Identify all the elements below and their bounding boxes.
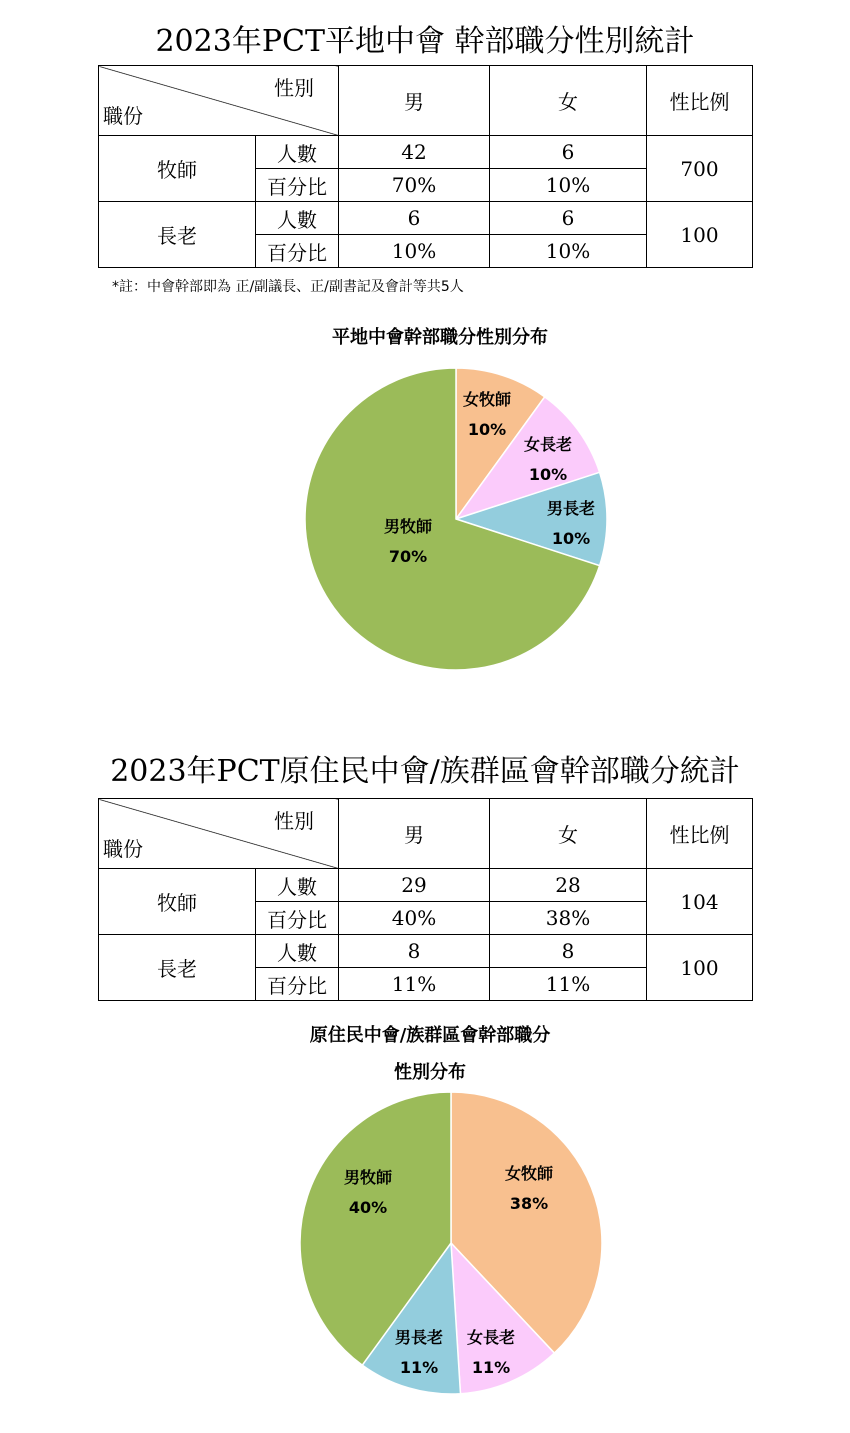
elder-male-count: 8: [339, 935, 490, 968]
count-label: 人數: [256, 136, 339, 169]
percent-label: 百分比: [256, 169, 339, 202]
elder-male-pct: 11%: [339, 968, 490, 1001]
count-label: 人數: [256, 202, 339, 235]
pastor-male-count: 42: [339, 136, 490, 169]
role-header: 職份: [103, 104, 143, 128]
slice-percent: 38%: [509, 1194, 549, 1213]
pastor-male-pct: 70%: [339, 169, 490, 202]
pie-chart-1: [0, 360, 850, 680]
slice-label: 女長老: [466, 1328, 516, 1347]
pie-chart-2: [0, 1085, 850, 1400]
diagonal-header-cell: [99, 66, 339, 136]
section2-title: 2023年PCT原住民中會/族群區會幹部職分統計: [110, 754, 740, 789]
section1-title: 2023年PCT平地中會 幹部職分性別統計: [155, 24, 695, 59]
slice-label: 男長老: [394, 1328, 444, 1347]
pastor-female-count: 6: [490, 136, 647, 169]
pie2-title-line2: 性別分布: [394, 1062, 466, 1083]
elder-male-count: 6: [339, 202, 490, 235]
slice-percent: 11%: [399, 1358, 439, 1377]
male-header: 男: [339, 799, 490, 869]
role-elder: 長老: [99, 202, 256, 268]
pastor-ratio: 104: [647, 869, 753, 935]
elder-female-pct: 11%: [490, 968, 647, 1001]
elder-female-pct: 10%: [490, 235, 647, 268]
slice-percent: 10%: [528, 465, 568, 484]
diagonal-header-cell: [99, 799, 339, 869]
slice-percent: 10%: [551, 529, 591, 548]
slice-label: 女牧師: [462, 390, 512, 409]
elder-ratio: 100: [647, 202, 753, 268]
pie1-title: 平地中會幹部職分性別分布: [332, 327, 548, 348]
slice-percent: 40%: [348, 1198, 388, 1217]
gender-header: 性別: [274, 76, 314, 100]
male-header: 男: [339, 66, 490, 136]
slice-percent: 70%: [388, 547, 428, 566]
female-header: 女: [490, 799, 647, 869]
stats-table-2: [98, 798, 753, 1001]
stats-table-1: [98, 65, 753, 268]
slice-label: 女長老: [523, 435, 573, 454]
elder-female-count: 6: [490, 202, 647, 235]
slice-label: 男牧師: [343, 1168, 393, 1187]
female-header: 女: [490, 66, 647, 136]
ratio-header: 性比例: [647, 66, 753, 136]
count-label: 人數: [256, 935, 339, 968]
pastor-male-pct: 40%: [339, 902, 490, 935]
slice-percent: 10%: [467, 420, 507, 439]
slice-label: 女牧師: [504, 1164, 554, 1183]
role-elder: 長老: [99, 935, 256, 1001]
pastor-ratio: 700: [647, 136, 753, 202]
elder-male-pct: 10%: [339, 235, 490, 268]
slice-label: 男牧師: [383, 517, 433, 536]
elder-female-count: 8: [490, 935, 647, 968]
pie2-title-line1: 原住民中會/族群區會幹部職分: [309, 1025, 551, 1046]
pastor-female-pct: 38%: [490, 902, 647, 935]
footnote: *註：中會幹部即為 正/副議長、正/副書記及會計等共5人: [112, 279, 464, 295]
role-pastor: 牧師: [99, 869, 256, 935]
role-pastor: 牧師: [99, 136, 256, 202]
pastor-female-pct: 10%: [490, 169, 647, 202]
pastor-female-count: 28: [490, 869, 647, 902]
percent-label: 百分比: [256, 968, 339, 1001]
slice-label: 男長老: [546, 499, 596, 518]
slice-percent: 11%: [471, 1358, 511, 1377]
count-label: 人數: [256, 869, 339, 902]
role-header: 職份: [103, 837, 143, 861]
elder-ratio: 100: [647, 935, 753, 1001]
ratio-header: 性比例: [647, 799, 753, 869]
gender-header: 性別: [274, 809, 314, 833]
pastor-male-count: 29: [339, 869, 490, 902]
percent-label: 百分比: [256, 902, 339, 935]
percent-label: 百分比: [256, 235, 339, 268]
